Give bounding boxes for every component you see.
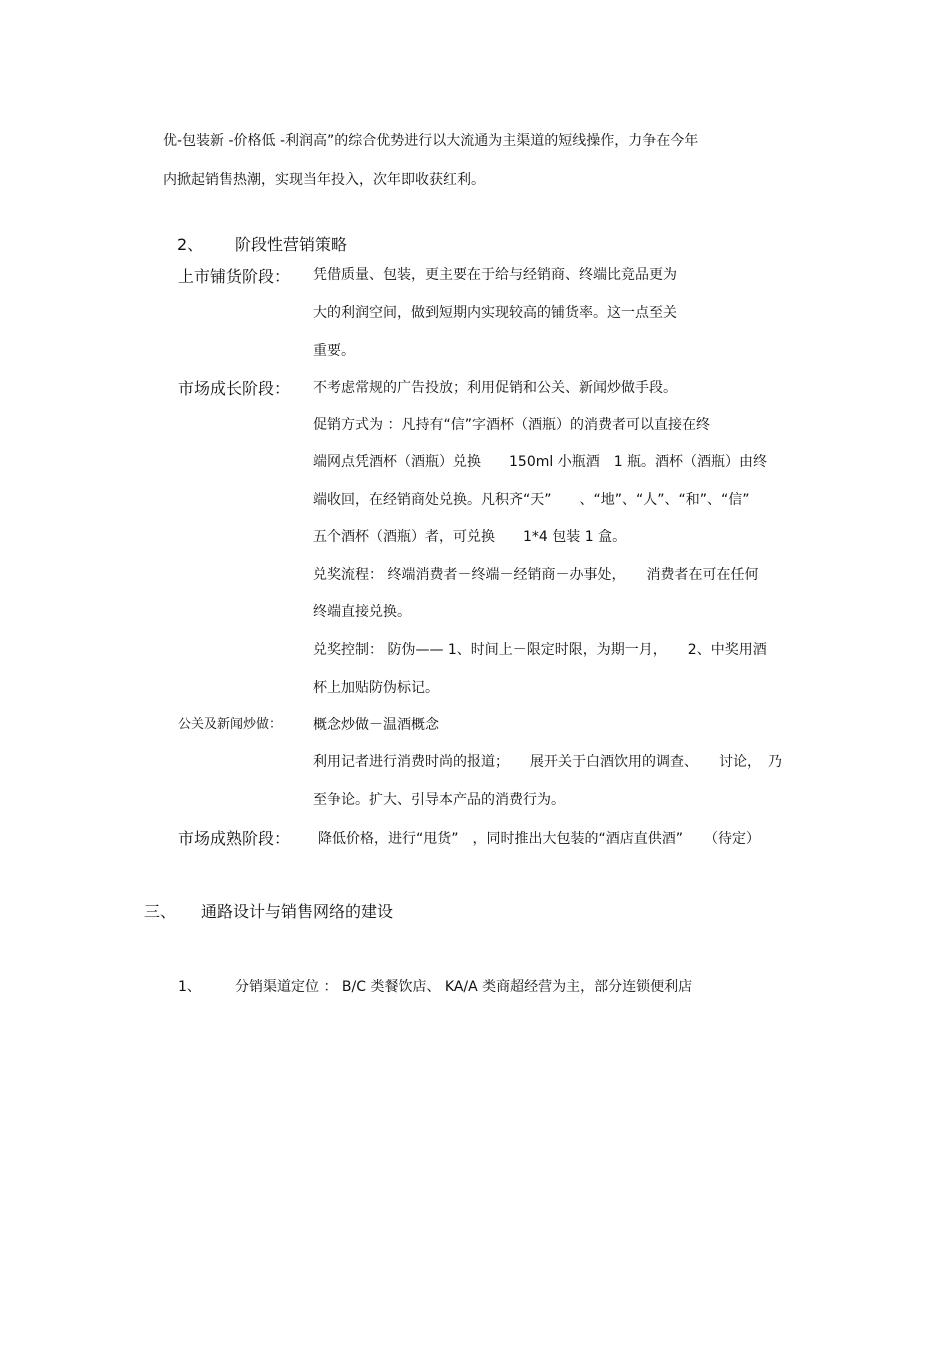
- stage-growth-label: 市场成长阶段：: [178, 379, 291, 398]
- stage-growth-line: 五个酒杯（酒瓶）者，可兑换 1*4 包装 1 盒。: [313, 529, 627, 545]
- stage-mature-label: 市场成熟阶段：: [178, 829, 291, 848]
- stage-mature-text: 降低价格，进行“甩货” ，同时推出大包装的“酒店直供酒” （待定）: [318, 831, 761, 847]
- stage-growth-line: 兑奖控制： 防伪—— 1、时间上－限定时限，为期一月， 2、中奖用酒: [313, 642, 767, 658]
- pr-news-line: 概念炒做－温酒概念: [313, 717, 439, 733]
- stage-growth-line: 兑奖流程： 终端消费者－终端－经销商－办事处， 消费者在可在任何: [313, 567, 759, 583]
- stage-growth-line: 端网点凭酒杯（酒瓶）兑换 150ml 小瓶酒 1 瓶。酒杯（酒瓶）由终: [313, 454, 768, 470]
- stage-launch-label: 上市铺货阶段：: [178, 267, 291, 286]
- stage-launch-line: 大的利润空间，做到短期内实现较高的铺货率。这一点至关: [313, 305, 677, 321]
- pr-news-line: 至争论。扩大、引导本产品的消费行为。: [313, 792, 565, 808]
- stage-launch-line: 重要。: [313, 343, 355, 359]
- intro-line-1: 优-包装新 -价格低 -利润高”的综合优势进行以大流通为主渠道的短线操作，力争在今年: [163, 133, 699, 149]
- stage-growth-line: 促销方式为 ：凡持有“信”字酒杯（酒瓶）的消费者可以直接在终: [313, 417, 710, 433]
- section-3-title: 通路设计与销售网络的建设: [201, 902, 394, 921]
- pr-news-line: 利用记者进行消费时尚的报道； 展开关于白酒饮用的调查、 讨论， 乃: [313, 754, 782, 770]
- pr-news-label: 公关及新闻炒做：: [178, 717, 283, 732]
- item-1-number: 1、: [178, 979, 201, 995]
- stage-growth-line: 杯上加贴防伪标记。: [313, 680, 439, 696]
- intro-line-2: 内掀起销售热潮，实现当年投入，次年即收获红利。: [163, 172, 485, 188]
- stage-growth-line: 不考虑常规的广告投放；利用促销和公关、新闻炒做手段。: [313, 380, 677, 396]
- item-1-text: 分销渠道定位 ： B/C 类餐饮店、 KA/A 类商超经营为主，部分连锁便利店: [235, 979, 693, 995]
- section-2-number: 2、: [177, 235, 204, 254]
- stage-launch-line: 凭借质量、包装，更主要在于给与经销商、终端比竞品更为: [313, 267, 677, 283]
- section-3-number: 三、: [144, 902, 177, 921]
- stage-growth-line: 端收回，在经销商处兑换。凡积齐“天” 、“地”、“人”、“和”、“信”: [313, 492, 750, 508]
- section-2-title: 阶段性营销策略: [235, 235, 348, 254]
- stage-growth-line: 终端直接兑换。: [313, 604, 411, 620]
